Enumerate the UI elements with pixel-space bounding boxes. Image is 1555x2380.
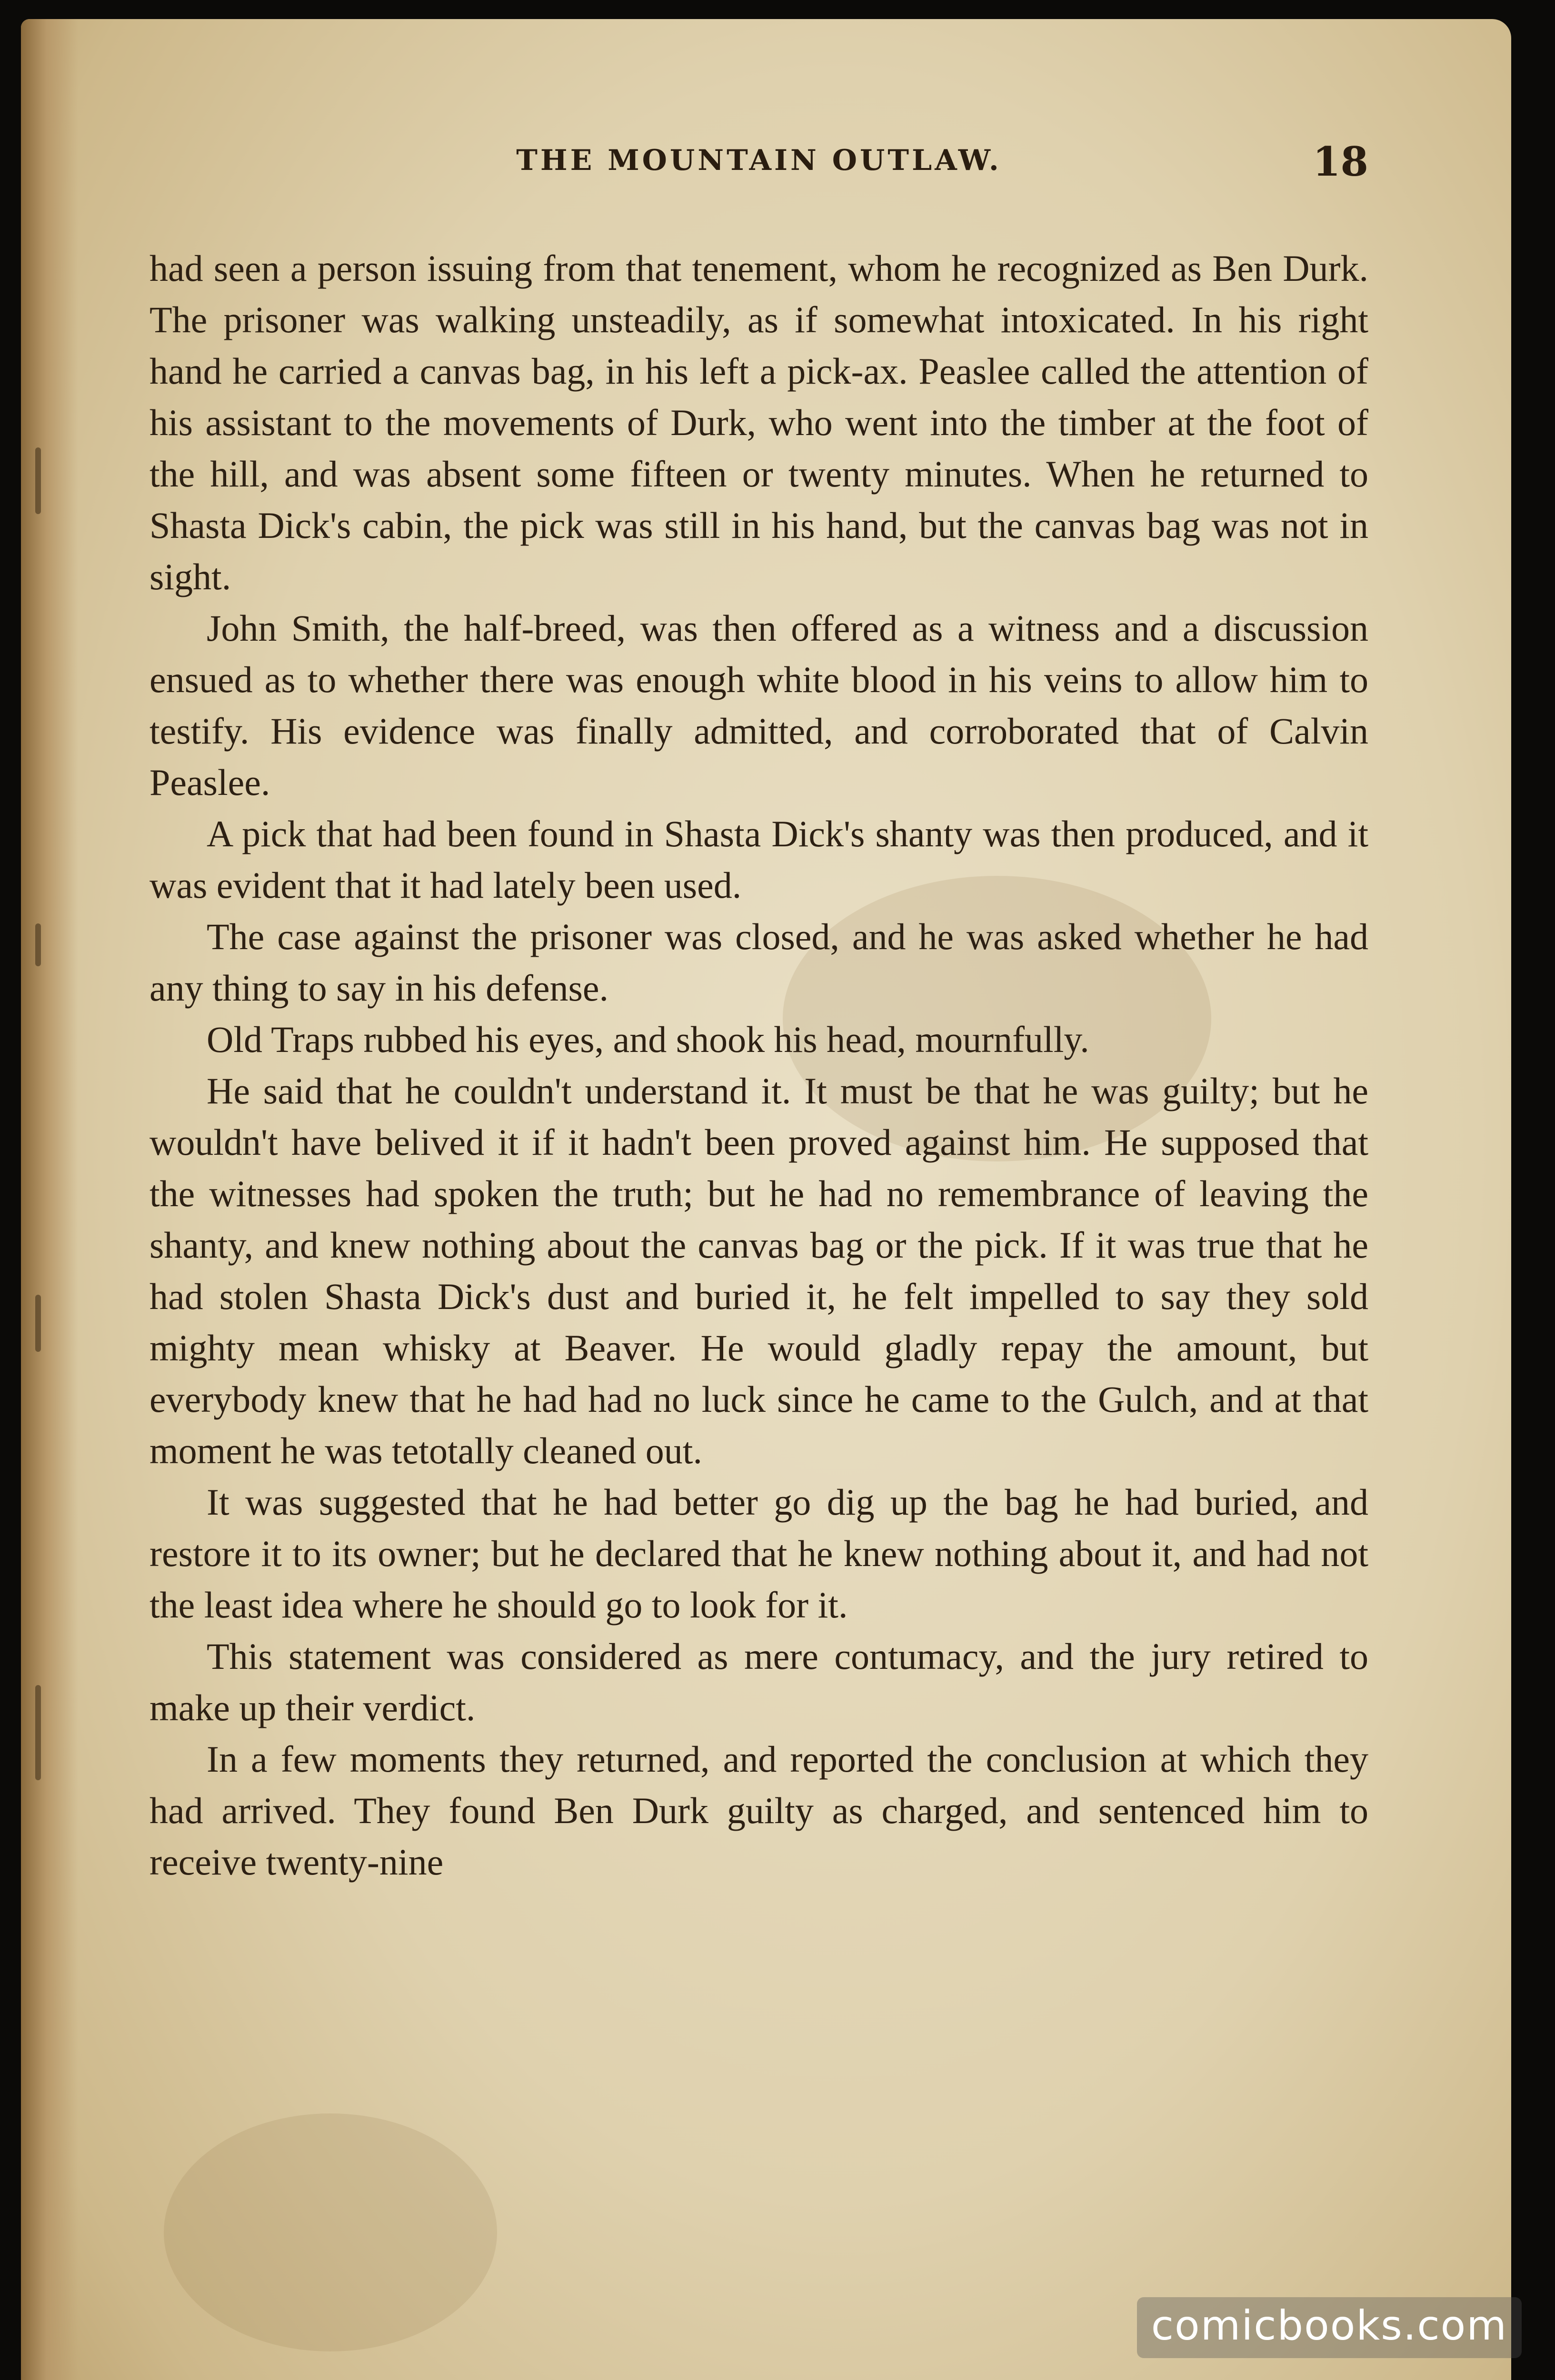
paragraph: Old Traps rubbed his eyes, and shook his head, mournfully. xyxy=(207,1019,1089,1060)
body-text xyxy=(150,243,1368,1888)
page-gutter xyxy=(21,19,78,2380)
watermark: comicbooks.com xyxy=(1137,2297,1522,2358)
paragraph: It was suggested that he had better go dig up the bag he had buried, and restore it to its owner; but he declared that he knew nothing about it, and had not the least idea where he should go to look for it. xyxy=(150,1481,1368,1626)
running-title: THE MOUNTAIN OUTLAW. xyxy=(516,144,1002,177)
paragraph: The case against the prisoner was closed, and he was asked whether he had any thing to say in his defense. xyxy=(150,916,1368,1009)
paper-stain xyxy=(164,2113,497,2351)
page-number: 18 xyxy=(1313,138,1368,185)
paragraph: In a few moments they returned, and reported the conclusion at which they had arrived. They found Ben Durk guilty as charged, and sentenced him to receive twenty-nine xyxy=(150,1738,1368,1883)
book-page xyxy=(21,19,1511,2380)
paragraph: This statement was considered as mere contumacy, and the jury retired to make up their verdict. xyxy=(150,1636,1368,1728)
binding-mark xyxy=(35,447,41,514)
paragraph: had seen a person issuing from that tenement, whom he recognized as Ben Durk. The prisoner was walking unsteadily, as if somewhat intoxicated. In his right hand he carried a canvas bag, in his left a pick-ax. Peaslee called the attention of his assistant to the movements of Durk, who went into the timber at the foot of the hill, and was absent some fifteen or twenty minutes. When he returned to Shasta Dick's cabin, the pick was still in his hand, but the canvas bag was not in sight. xyxy=(150,248,1368,597)
running-head xyxy=(150,138,1368,190)
binding-mark xyxy=(35,1685,41,1780)
binding-mark xyxy=(35,923,41,966)
paragraph: He said that he couldn't understand it. It must be that he was guilty; but he wouldn't have belived it if it hadn't been proved against him. He supposed that the witnesses had spoken the truth; but he had no remembrance of leaving the shanty, and knew nothing about the canvas bag or the pick. If it was true that he had stolen Shasta Dick's dust and buried it, he felt impelled to say they sold mighty mean whisky at Beaver. He would gladly repay the amount, but everybody knew that he had had no luck since he came to the Gulch, and at that moment he was tetotally cleaned out. xyxy=(150,1070,1368,1471)
paragraph: John Smith, the half-breed, was then offered as a witness and a discussion ensued as to whether there was enough white blood in his veins to allow him to testify. His evidence was finally admitted, and corroborated that of Calvin Peaslee. xyxy=(150,607,1368,803)
paragraph: A pick that had been found in Shasta Dick's shanty was then produced, and it was evident that it had lately been used. xyxy=(150,813,1368,906)
binding-mark xyxy=(35,1295,41,1352)
